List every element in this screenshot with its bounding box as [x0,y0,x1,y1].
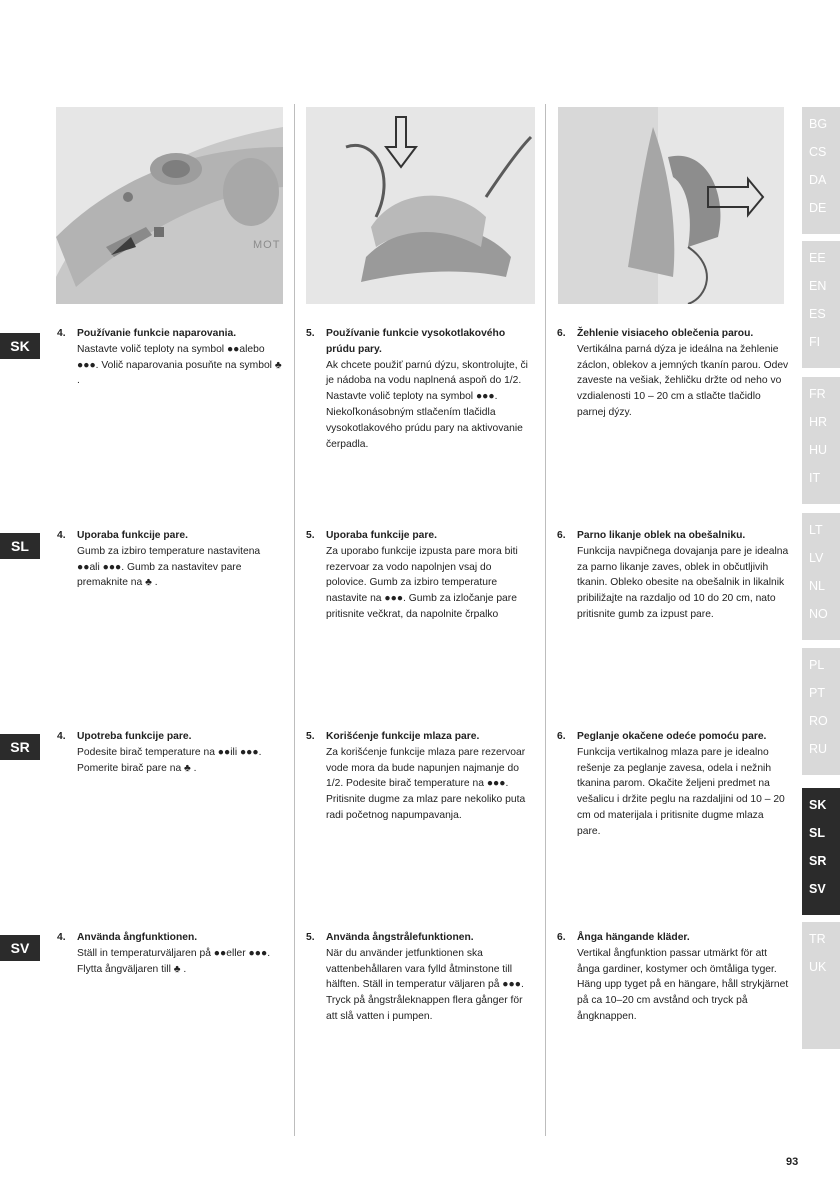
section-tag-sr: SR [0,734,40,760]
iron-dial-illustration [56,107,283,304]
photo-steam-dial [56,107,283,304]
step-title: Korišćenje funkcije mlaza pare. [326,731,480,742]
step-title: Používanie funkcie naparovania. [77,328,237,339]
step-sl-6 [557,528,789,623]
step-title: Používanie funkcie vysokotlakového prúdu pary. [326,328,506,355]
step-number: 4. [57,530,66,541]
lang-code[interactable]: FI [809,335,821,349]
step-number: 5. [306,328,315,339]
brand-fragment: MOT [253,239,281,251]
lang-code[interactable]: BG [809,117,828,131]
section-tag-sk: SK [0,333,40,359]
column-divider [294,104,295,1136]
step-text: Vertikal ångfunktion passar utmärkt för att ånga gardiner, kostymer och ömtåliga tyger. Häng upp tyget på en hängare, håll strykjärnet på ca 10–20 cm avstånd och tryck på ångknappen. [577,947,789,1022]
step-text: Funkcija vertikalnog mlaza pare je idealno rešenje za peglanje zavesa, odela i nežnih tkanina parom. Okačite željeni predmet na vešalicu i držite peglu na razdaljini od 10 – 20 cm od materijala i pritisnite dugme mlaza pare. [577,746,785,837]
lang-code[interactable]: RU [809,742,828,756]
step-sl-4 [57,528,282,591]
step-title: Ånga hängande kläder. [577,932,690,943]
step-title: Använda ångstrålefunktionen. [326,932,474,943]
lang-code[interactable]: RO [809,714,828,728]
column-divider [545,104,546,1136]
section-tag-sl: SL [0,533,40,559]
lang-code[interactable]: LT [809,523,823,537]
step-title: Žehlenie visiaceho oblečenia parou. [577,328,754,339]
step-number: 6. [557,731,566,742]
lang-code[interactable]: NL [809,579,825,593]
step-title: Använda ångfunktionen. [77,932,198,943]
photo-vertical-steam [558,107,784,304]
step-text: Za uporabo funkcije izpusta pare mora biti rezervoar za vodo napolnjen vsaj do polovice. Gumb za izbiro temperature nastavite na ●●●. Gumb za izločanje pare pritisnite večkrat, da napolnite črpalko [326,545,518,620]
step-text: Ställ in temperaturväljaren på ●●eller ●●●. Flytta ångväljaren till ♣ . [77,947,271,975]
step-sr-6 [557,729,789,840]
step-sv-5 [306,930,532,1025]
language-group-4 [802,513,840,640]
step-title: Uporaba funkcije pare. [326,530,438,541]
step-text: Podesite birač temperature na ●●ili ●●●. Pomerite birač pare na ♣ . [77,746,262,774]
page-number: 93 [786,1156,799,1168]
lang-code[interactable]: CS [809,145,827,159]
step-text: När du använder jetfunktionen ska vattenbehållaren vara fylld åtminstone till hälften. Ställ in temperatur väljaren på ●●●. Tryck på ångstråleknappen flera gånger för att slå vatten i pumpen. [326,947,524,1022]
step-text: Ak chcete použiť parnú dýzu, skontrolujte, či je nádoba na vodu naplnená aspoň do 1/2. Nastavte volič teploty na symbol ●●●. Niekoľkonásobným stlačením tlačidla vysokotlakového prúdu pary na aktivovanie čerpadla. [326,359,528,450]
step-number: 6. [557,932,566,943]
step-sk-4 [57,326,282,389]
iron-fill-illustration [306,107,535,304]
vertical-steam-illustration [558,107,784,304]
step-sv-6 [557,930,789,1025]
language-group-7 [802,922,840,1049]
language-group-6-active [802,788,840,915]
step-text: Gumb za izbiro temperature nastavitena ●●ali ●●●. Gumb za nastavitev pare premaknite na ♣ . [77,545,261,589]
step-number: 5. [306,932,315,943]
language-group-2 [802,241,840,368]
step-text: Za korišćenje funkcije mlaza pare rezervoar vode mora da bude napunjen najmanje do 1/2. Podesite birač temperature na ●●●. Pritisnite dugme za mlaz pare nekoliko puta radi početnog napumpavanja. [326,746,526,821]
lang-code-active[interactable]: SL [809,826,825,840]
step-title: Peglanje okačene odeće pomoću pare. [577,731,767,742]
lang-code[interactable]: DA [809,173,827,187]
lang-code[interactable]: LV [809,551,824,565]
lang-code-active[interactable]: SR [809,854,827,868]
lang-code[interactable]: IT [809,471,821,485]
step-number: 4. [57,731,66,742]
lang-code[interactable]: NO [809,607,828,621]
lang-code-active[interactable]: SK [809,798,827,812]
lang-code[interactable]: TR [809,932,826,946]
step-sl-5 [306,528,532,623]
step-number: 6. [557,328,566,339]
lang-code[interactable]: ES [809,307,826,321]
lang-code[interactable]: PT [809,686,825,700]
step-sv-4 [57,930,282,977]
language-group-1 [802,107,840,234]
lang-code[interactable]: UK [809,960,827,974]
step-text: Funkcija navpičnega dovajanja pare je idealna za parno likanje zaves, oblek in občutljivih tkanin. Obleko obesite na obešalnik in likalnik pribiližajte na razdaljo od 10 do 20 cm, nato pritisnite gumb za izpust pare. [577,545,789,620]
step-text: Nastavte volič teploty na symbol ●●alebo ●●●. Volič naparovania posuňte na symbol ♣ . [77,343,282,387]
lang-code[interactable]: DE [809,201,827,215]
lang-code[interactable]: EN [809,279,827,293]
step-title: Upotreba funkcije pare. [77,731,192,742]
step-title: Uporaba funkcije pare. [77,530,189,541]
lang-code[interactable]: HU [809,443,828,457]
step-sk-6 [557,326,789,421]
lang-code[interactable]: PL [809,658,825,672]
step-number: 4. [57,328,66,339]
photo-water-fill [306,107,535,304]
step-text: Vertikálna parná dýza je ideálna na žehlenie záclon, oblekov a jemných tkanín parou. Odev zaveste na vešiak, žehličku držte od neho vo vzdialenosti 10 – 20 cm a stlačte tlačidlo parnej dýzy. [577,343,789,418]
step-number: 5. [306,530,315,541]
step-sr-4 [57,729,282,776]
step-number: 4. [57,932,66,943]
step-sr-5 [306,729,532,824]
step-sk-5 [306,326,532,452]
step-number: 5. [306,731,315,742]
step-number: 6. [557,530,566,541]
lang-code[interactable]: EE [809,251,826,265]
lang-code-active[interactable]: SV [809,882,826,896]
step-title: Parno likanje oblek na obešalniku. [577,530,746,541]
language-group-5 [802,648,840,775]
lang-code[interactable]: FR [809,387,826,401]
language-group-3 [802,377,840,504]
lang-code[interactable]: HR [809,415,828,429]
section-tag-sv: SV [0,935,40,961]
